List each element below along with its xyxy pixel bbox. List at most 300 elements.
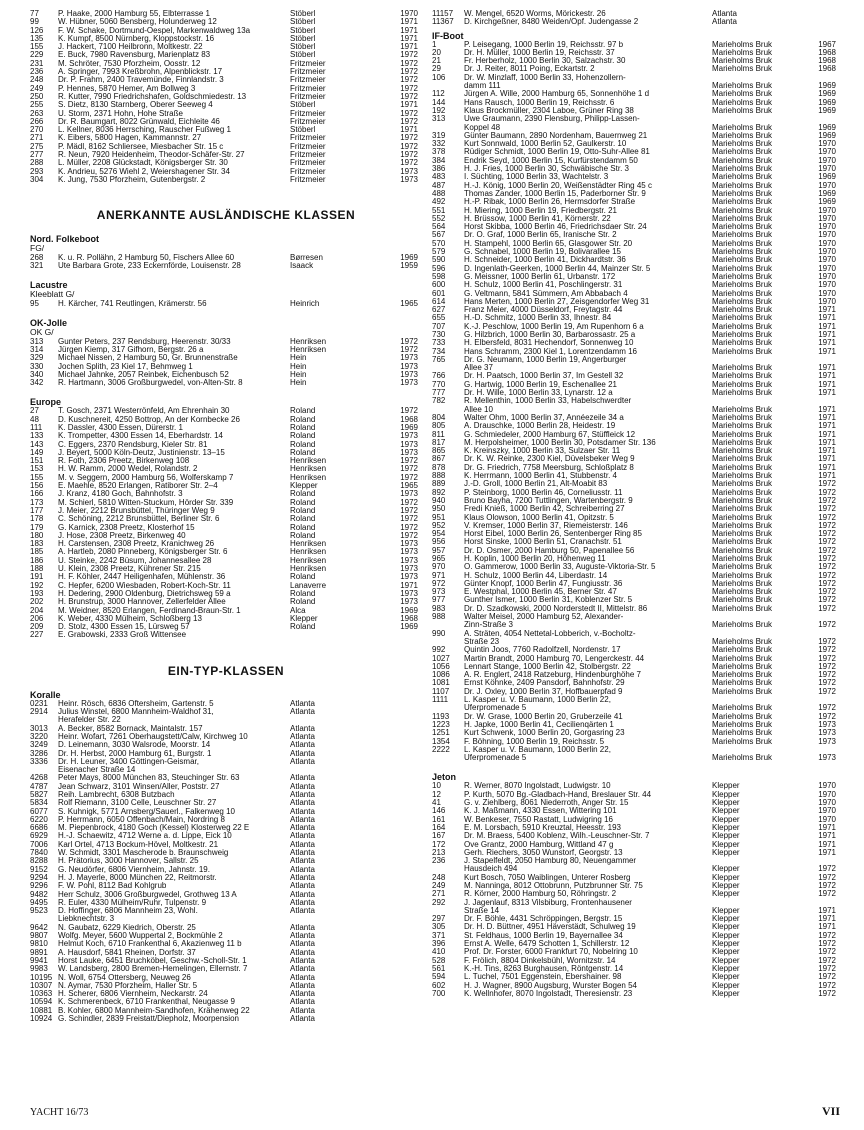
build-year: 1972 [400, 531, 418, 540]
build-year [376, 841, 422, 849]
sail-number: 3336 [30, 757, 48, 766]
builder: Roland [290, 498, 316, 507]
registry-entry [30, 482, 422, 490]
builder: Marieholms Bruk [712, 422, 773, 431]
owner-address: Michael Nissen, 2 Hamburg 50, Gr. Brunnenstraße [58, 354, 238, 363]
owner-address: Peter Mays, 8000 München 83, Steuchinger Str. 63 [58, 774, 240, 783]
builder: Stöberl [290, 101, 316, 110]
build-year: 1970 [818, 223, 836, 232]
builder: Marieholms Bruk [712, 555, 773, 563]
builder: Marieholms Bruk [712, 57, 773, 66]
registry-entry [30, 998, 422, 1006]
build-year: 1959 [400, 262, 418, 271]
build-year: 1970 [818, 156, 836, 165]
owner-address: Quintin Joos, 7760 Radolfzell, Nordenstr. 17 [464, 646, 621, 655]
registry-entry [432, 240, 840, 248]
sail-number: 180 [30, 531, 44, 540]
builder: Roland [290, 407, 316, 416]
sail-number: 172 [432, 840, 446, 849]
builder: Marieholms Bruk [712, 189, 773, 198]
owner-address: St. Feldhaus, 1000 Berlin 19, Bayernallee 34 [464, 931, 623, 940]
sail-number: 146 [432, 807, 446, 816]
build-year: 1972 [818, 873, 836, 882]
builder: Hein [290, 370, 307, 379]
registry-entry [432, 505, 840, 513]
owner-address: H. Carstensen, 2308 Preetz, Kranichweg 26 [58, 540, 215, 549]
build-year: 1972 [400, 117, 418, 126]
build-year: 1969 [818, 173, 836, 182]
registry-entry [30, 783, 422, 791]
registry-entry [432, 422, 840, 430]
build-year: 1970 [818, 181, 836, 190]
owner-address: Dr. J. Reiter, 8011 Poing, Eckartstr. 2 [464, 65, 595, 74]
class-subheading: FG/ [30, 243, 45, 254]
builder: Atlanta [290, 1006, 315, 1015]
registry-entry [432, 140, 840, 148]
sail-number: 185 [30, 548, 44, 557]
sail-number: 1 [432, 40, 437, 49]
registry-entry [30, 159, 422, 167]
builder: Marieholms Bruk [712, 637, 773, 646]
owner-address: Dr. H. Müller, 1000 Berlin 19, Reichsstr. 37 [464, 48, 615, 57]
owner-address: E. Westphal, 1000 Berlin 45, Berner Str. 47 [464, 588, 617, 597]
owner-address: B. Kohler, 6800 Mannheim-Sandhofen, Krähenweg 22 [58, 1006, 250, 1015]
builder: Marieholms Bruk [712, 671, 773, 680]
owner-address: L. Müller, 2208 Glückstadt, Königsberger Str. 30 [58, 159, 228, 168]
build-year [376, 725, 422, 733]
builder: Marieholms Bruk [712, 480, 773, 489]
registry-entry [30, 68, 422, 76]
build-year: 1969 [818, 98, 836, 107]
registry-entry [30, 416, 422, 424]
build-year: 1972 [818, 973, 836, 982]
owner-address: M. Schröter, 7530 Pforzheim, Oosstr. 12 [58, 59, 201, 68]
build-year: 1972 [818, 679, 836, 688]
builder: Marieholms Bruk [712, 364, 773, 373]
registry-entry [432, 339, 840, 347]
build-year: 1971 [818, 923, 836, 932]
builder [712, 397, 790, 405]
builder: Stöberl [290, 43, 316, 52]
build-year: 1967 [818, 40, 836, 49]
registry-entry [432, 990, 840, 998]
sail-number [432, 754, 464, 762]
owner-address: G. Schnabel, 1000 Berlin 19, Bolivarallee 15 [464, 248, 621, 257]
build-year: 1972 [818, 940, 836, 949]
registry-entry [30, 338, 422, 346]
build-year: 1971 [400, 43, 418, 52]
builder: Marieholms Bruk [712, 438, 773, 447]
builder: Atlanta [290, 973, 315, 982]
registry-entry [432, 572, 840, 580]
owner-address: M. Piepenbrock, 4180 Goch (Kessel) Klosterweg 22 E [58, 824, 250, 833]
sail-number [432, 406, 464, 414]
owner-address: Allee 10 [464, 405, 493, 414]
build-year: 1972 [818, 712, 836, 721]
registry-entry [432, 290, 840, 298]
builder: Klepper [712, 964, 740, 973]
build-year [376, 741, 422, 749]
sail-number: 700 [432, 989, 446, 998]
builder: Marieholms Bruk [712, 231, 773, 240]
owner-address: F. W. Schake, Dortmund-Oespel, Markenwaldweg 13a [58, 26, 251, 35]
owner-address: E. Grabowski, 2333 Groß Wittensee [58, 631, 187, 640]
registry-entry [30, 168, 422, 176]
builder: Fritzmeier [290, 68, 326, 77]
registry-entry [432, 389, 840, 397]
builder: Roland [290, 573, 316, 582]
build-year: 1970 [818, 148, 836, 157]
owner-address: Dr. D. Osmer, 2000 Hamburg 50, Papenallee 56 [464, 546, 635, 555]
registry-entry [30, 866, 422, 874]
owner-address: P. Herrmann, 6050 Offenbach/Main, Nordring 8 [58, 815, 225, 824]
builder: Marieholms Bruk [712, 546, 773, 555]
builder: Marieholms Bruk [712, 248, 773, 257]
owner-address: Bruno Bayha, 7200 Tuttlingen, Wartenbergstr. 9 [464, 496, 633, 505]
owner-address: R. Foth, 2306 Preetz, Birkenweg 108 [58, 457, 190, 466]
builder: Stöberl [290, 18, 316, 27]
build-year: 1971 [818, 364, 836, 373]
owner-address: Liebknechtstr. 3 [58, 915, 115, 924]
build-year: 1973 [400, 573, 418, 582]
sail-number: 384 [432, 156, 446, 165]
build-year: 1970 [818, 790, 836, 799]
build-year [376, 891, 422, 899]
build-year: 1972 [400, 506, 418, 515]
sail-number: 186 [30, 556, 44, 565]
sail-number: 888 [432, 472, 446, 481]
builder: Roland [290, 440, 316, 449]
build-year: 1972 [818, 637, 836, 646]
registry-entry [432, 431, 840, 439]
registry-entry [432, 49, 840, 57]
builder: Stöberl [290, 10, 316, 18]
owner-address: Franz Meier, 4000 Düsseldorf, Freytagstr. 44 [464, 306, 623, 315]
builder: Marieholms Bruk [712, 380, 773, 389]
build-year [376, 733, 422, 741]
owner-address: Hans Schramm, 2300 Kiel 1, Lorentzendamm 16 [464, 347, 637, 356]
sail-number: 250 [30, 92, 44, 101]
registry-entry [432, 256, 840, 264]
build-year [376, 631, 422, 639]
owner-address: M. Herpolsheimer, 1000 Berlin 30, Potsdamer Str. 136 [464, 438, 656, 447]
builder: Marieholms Bruk [712, 579, 773, 588]
sail-number: 598 [432, 272, 446, 281]
sail-number [432, 364, 464, 372]
magazine-footer: YACHT 16/73 [30, 1107, 89, 1118]
owner-address: H. Schneider, 1000 Berlin 41, Dickhardtstr. 36 [464, 256, 626, 265]
build-year [790, 746, 840, 754]
builder: Klepper [290, 614, 318, 623]
owner-address: D. Kuschnereit, 4250 Bottrop, An der Kornbecke 26 [58, 415, 240, 424]
build-year: 1972 [400, 473, 418, 482]
owner-address: Dr. H. Herbst, 2000 Hamburg 61, Burgstr. 1 [58, 749, 212, 758]
owner-address: Zinn-Straße 3 [464, 621, 513, 630]
sail-number: 209 [30, 623, 44, 632]
builder: Atlanta [290, 774, 315, 783]
builder: Marieholms Bruk [712, 405, 773, 414]
owner-address: S. Kuhnigk, 5771 Arnsberg/Sauerl., Falkenweg 10 [58, 807, 235, 816]
owner-address: R. Hartmann, 3006 Großburgwedel, von-Alten-Str. 8 [58, 379, 243, 388]
build-year: 1973 [400, 167, 418, 176]
build-year: 1973 [818, 729, 836, 738]
build-year [790, 899, 840, 907]
builder: Heinrich [290, 299, 320, 308]
sail-number: 144 [432, 98, 446, 107]
sail-number: 161 [432, 815, 446, 824]
owner-address: H. Prätorius, 3000 Hannover, Sallstr. 25 [58, 857, 199, 866]
builder: Klepper [712, 973, 740, 982]
registry-entry [432, 522, 840, 530]
sail-number: 275 [30, 142, 44, 151]
sail-number: 288 [30, 159, 44, 168]
owner-address: damm 111 [464, 82, 501, 91]
builder: Roland [290, 523, 316, 532]
build-year: 1973 [818, 754, 836, 763]
builder: Hein [290, 362, 307, 371]
builder: Marieholms Bruk [712, 621, 773, 630]
build-year: 1971 [818, 413, 836, 422]
build-year: 1972 [400, 84, 418, 93]
registry-entry [432, 630, 840, 638]
owner-address: Endrik Seyd, 1000 Berlin 15, Kurfürstendamm 50 [464, 156, 638, 165]
registry-entry [30, 949, 422, 957]
class-heading: Nord. Folkeboot [30, 234, 99, 245]
registry-entry [432, 124, 840, 132]
build-year: 1973 [400, 432, 418, 441]
builder: Lanaverre [290, 581, 327, 590]
sail-number: 805 [432, 422, 446, 431]
registry-entry [30, 832, 422, 840]
registry-entry [30, 300, 422, 308]
builder: Marieholms Bruk [712, 455, 773, 464]
registry-entry [30, 582, 422, 590]
build-year: 1972 [818, 890, 836, 899]
sail-number: 268 [30, 253, 44, 262]
registry-entry [30, 371, 422, 379]
registry-entry [30, 346, 422, 354]
builder: Henriksen [290, 345, 327, 354]
registry-entry [432, 381, 840, 389]
sail-number: 992 [432, 646, 446, 655]
owner-address: J. Hose, 2308 Preetz, Birkenweg 40 [58, 531, 186, 540]
builder: Klepper [712, 815, 740, 824]
section-heading: EIN-TYP-KLASSEN [167, 663, 285, 678]
registry-entry [432, 932, 840, 940]
build-year: 1971 [818, 380, 836, 389]
build-year: 1972 [818, 555, 836, 563]
builder: Marieholms Bruk [712, 729, 773, 738]
sail-number [432, 704, 464, 712]
owner-address: R. Mellenthin, 1000 Berlin 33, Habelschwerdter [464, 397, 632, 406]
build-year: 1971 [400, 581, 418, 590]
registry-entry [30, 982, 422, 990]
owner-address: A. Hausdorf, 5841 Rheinen, Dorfstr. 37 [58, 948, 196, 957]
sail-number: 319 [432, 131, 446, 140]
registry-entry [30, 615, 422, 623]
builder: Atlanta [290, 807, 315, 816]
builder: Fritzmeier [290, 92, 326, 101]
build-year: 1971 [818, 447, 836, 456]
builder: Marieholms Bruk [712, 488, 773, 497]
build-year: 1973 [400, 589, 418, 598]
builder [712, 857, 790, 865]
registry-entry [30, 631, 422, 639]
builder: Atlanta [290, 741, 315, 750]
owner-address: Allee 37 [464, 364, 493, 373]
build-year [376, 907, 422, 915]
build-year: 1972 [818, 671, 836, 680]
sail-number: 167 [432, 832, 446, 841]
owner-address: Dr. H. Leuner, 3400 Göttingen-Geismar, [58, 757, 199, 766]
sail-number: 112 [432, 90, 445, 99]
build-year: 1972 [818, 596, 836, 605]
builder: Klepper [712, 840, 740, 849]
build-year [790, 74, 840, 82]
builder: Marieholms Bruk [712, 156, 773, 165]
build-year: 1969 [818, 82, 836, 91]
sail-number: 10363 [30, 990, 53, 999]
registry-entry [30, 85, 422, 93]
build-year: 1972 [400, 159, 418, 168]
builder: Marieholms Bruk [712, 754, 773, 763]
owner-address: R. Kutter, 7990 Friedrichshafen, Goldschmiedestr. 13 [58, 92, 247, 101]
builder: Atlanta [290, 790, 315, 799]
build-year: 1973 [400, 362, 418, 371]
section-spacer [30, 308, 422, 314]
sail-number: 173 [30, 498, 44, 507]
owner-address: H. Koplin, 1000 Berlin 20, Höhenweg 11 [464, 555, 606, 563]
build-year [376, 799, 422, 807]
class-heading: Europe [30, 397, 62, 408]
registry-entry [30, 623, 422, 631]
class-heading: Koralle [30, 689, 61, 700]
sail-number: 153 [30, 465, 44, 474]
builder: Atlanta [290, 857, 315, 866]
build-year: 1969 [818, 198, 836, 207]
build-year: 1972 [400, 498, 418, 507]
sail-number: 332 [432, 140, 446, 149]
sail-number: 487 [432, 181, 446, 190]
build-year: 1970 [818, 140, 836, 149]
sail-number: 9495 [30, 898, 48, 907]
registry-entry [432, 940, 840, 948]
owner-address: C. Eggers, 2370 Rendsburg, Kieler Str. 81 [58, 440, 208, 449]
sail-number: 111 [30, 424, 43, 432]
owner-address: A. Sträten, 4054 Nettetal-Lobberich, v.-Bocholtz- [464, 629, 636, 638]
registry-entry [30, 899, 422, 907]
sail-number: 12 [432, 790, 441, 799]
sail-number: 6929 [30, 832, 48, 841]
registry-entry [432, 115, 840, 123]
builder: Marieholms Bruk [712, 165, 773, 174]
registry-entry [432, 688, 840, 696]
sail-number: 9294 [30, 873, 48, 882]
registry-entry [432, 281, 840, 289]
registry-entry [30, 507, 422, 515]
builder: Klepper [712, 865, 740, 874]
sail-number: 951 [432, 513, 446, 522]
builder: Marieholms Bruk [712, 430, 773, 439]
owner-address: K. Wellnhofer, 8070 Ingolstadt, Theresienstr. 23 [464, 989, 633, 998]
build-year: 1971 [818, 389, 836, 398]
registry-entry [30, 741, 422, 749]
owner-address: Ove Grantz, 2000 Hamburg, Wittland 47 g [464, 840, 614, 849]
sail-number: 266 [30, 117, 44, 126]
builder: Marieholms Bruk [712, 646, 773, 655]
builder: Atlanta [290, 956, 315, 965]
registry-entry [432, 455, 840, 463]
builder: Klepper [712, 782, 740, 791]
registry-entry [432, 397, 840, 405]
owner-address: H.-J. Schaewitz, 4712 Werne a. d. Lippe, Eick 10 [58, 832, 232, 841]
registry-entry [30, 733, 422, 741]
sail-number: 135 [30, 34, 44, 43]
registry-entry [432, 671, 840, 679]
builder: Roland [290, 506, 316, 515]
sail-number: 970 [432, 563, 446, 572]
registry-entry [30, 874, 422, 882]
sail-number: 99 [30, 18, 39, 27]
builder: Roland [290, 432, 316, 441]
registry-entry [30, 548, 422, 556]
registry-entry [432, 596, 840, 604]
sail-number: 952 [432, 521, 446, 530]
owner-address: Hans Merten, 1000 Berlin 27, Zeisgendorfer Weg 31 [464, 297, 650, 306]
owner-address: Martin Brandt, 2000 Hamburg 70, Lengerckestr. 44 [464, 654, 645, 663]
build-year: 1970 [818, 815, 836, 824]
registry-entry [432, 563, 840, 571]
builder: Atlanta [290, 708, 315, 717]
sail-number: 188 [30, 565, 44, 574]
owner-address: Hausdeich 494 [464, 865, 518, 874]
sail-number: 570 [432, 239, 446, 248]
sail-number: 10881 [30, 1006, 53, 1015]
registry-entry [432, 982, 840, 990]
builder: Stöberl [290, 26, 316, 35]
build-year: 1973 [400, 354, 418, 363]
owner-address: H. Schulz, 1000 Berlin 41, Poschlingerstr. 31 [464, 281, 623, 290]
builder: Atlanta [290, 732, 315, 741]
sail-number: 990 [432, 629, 446, 638]
registry-entry [432, 973, 840, 981]
build-year: 1969 [400, 623, 418, 632]
sail-number: 7840 [30, 849, 48, 858]
builder: Marieholms Bruk [712, 131, 773, 140]
builder [712, 746, 790, 754]
owner-address: Ute Barbara Grote, 233 Eckernförde, Louisenstr. 28 [58, 262, 241, 271]
build-year: 1972 [818, 931, 836, 940]
registry-entry [432, 547, 840, 555]
owner-address: U. Storm, 2371 Hohn, Hohe Straße [58, 109, 183, 118]
sail-number: 386 [432, 165, 446, 174]
builder: Atlanta [290, 865, 315, 874]
build-year: 1973 [400, 556, 418, 565]
owner-address: G. Schmiedeler, 2000 Hamburg 67, Stüffleick 12 [464, 430, 636, 439]
build-year [376, 1015, 422, 1023]
owner-address: M. Schierl, 5810 Witten-Stuckum, Hörder Str. 339 [58, 498, 234, 507]
builder: Henriksen [290, 465, 327, 474]
builder: Marieholms Bruk [712, 662, 773, 671]
registry-entry [432, 182, 840, 190]
sail-number: 77 [30, 10, 39, 18]
sail-number: 249 [432, 881, 446, 890]
builder [712, 899, 790, 907]
registry-entry [30, 1015, 422, 1023]
owner-address: S. Dietz, 8130 Starnberg, Oberer Seeweg 4 [58, 101, 213, 110]
builder: Marieholms Bruk [712, 65, 773, 74]
sail-number: 27 [30, 407, 39, 416]
